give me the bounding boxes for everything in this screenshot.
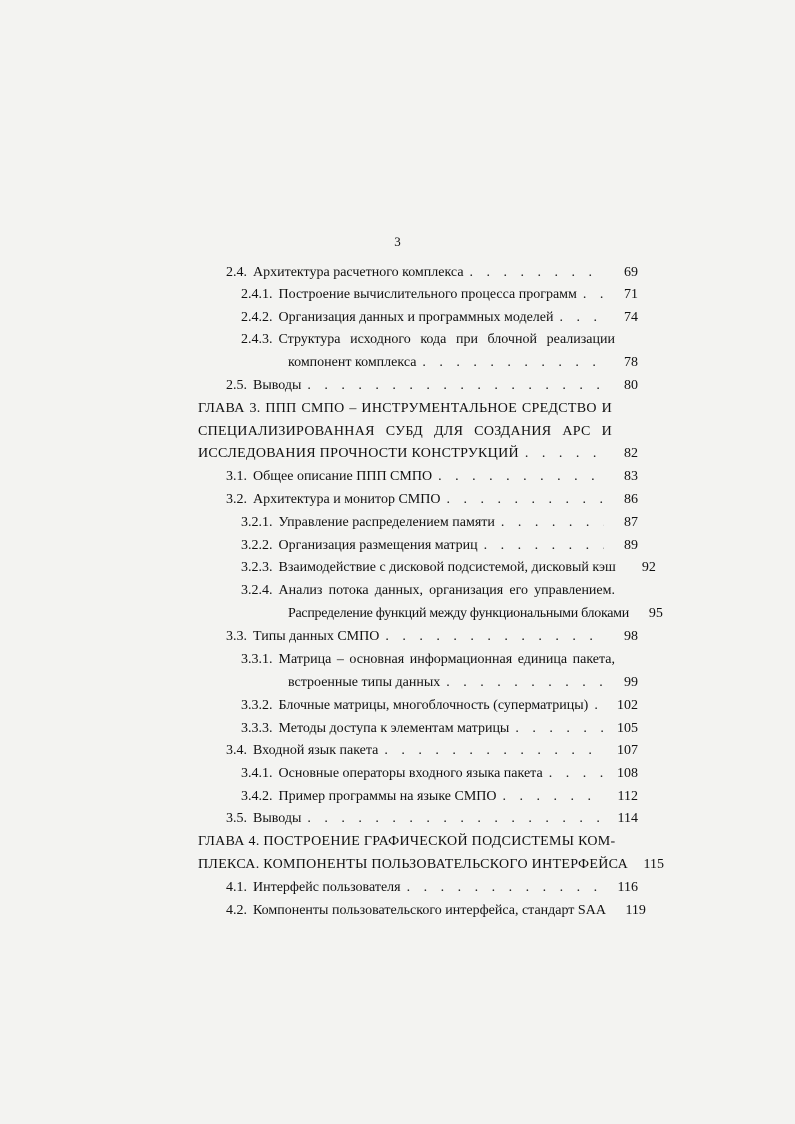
toc-entry-number: 2.4.3.	[241, 332, 273, 347]
toc-entry-page: 78	[624, 355, 638, 370]
toc-entry-number: 3.5.	[226, 811, 247, 826]
toc-entry-number: 4.2.	[226, 903, 247, 918]
toc-entry-page: 86	[624, 492, 638, 507]
toc-entry	[241, 763, 638, 785]
toc-entry-number: 2.4.2.	[241, 310, 273, 325]
toc-leader-dots	[422, 352, 604, 374]
toc-entry-number: 3.2.4.	[241, 583, 273, 598]
toc-entry-title: Организация размещения матриц	[278, 538, 478, 553]
toc-leader-dots	[549, 763, 604, 785]
toc-entry-page: 80	[624, 378, 638, 393]
toc-leader-dots	[594, 695, 604, 717]
toc-entry	[226, 808, 638, 830]
toc-entry-title: Архитектура и монитор СМПО	[253, 492, 441, 507]
toc-entry-page: 89	[624, 538, 638, 553]
toc-entry-page: 116	[617, 880, 638, 895]
toc-leader-dots	[307, 375, 604, 397]
toc-entry-continuation	[288, 603, 663, 625]
toc-entry-continuation	[288, 672, 638, 694]
chapter-heading-line: СПЕЦИАЛИЗИРОВАННАЯ СУБД ДЛЯ СОЗДАНИЯ АРС И	[198, 424, 612, 439]
toc-entry-number: 2.5.	[226, 378, 247, 393]
toc-entry-page: 115	[643, 857, 665, 872]
toc-entry-title: Архитектура расчетного комплекса	[253, 265, 464, 280]
toc-entry	[226, 740, 638, 762]
toc-entry-page: 98	[624, 629, 638, 644]
toc-entry-page: 69	[624, 265, 638, 280]
toc-entry-title-continued: Распределение функций между функциональными блоками	[288, 606, 629, 621]
toc-chapter-entry	[198, 854, 665, 876]
toc-entry-number: 2.4.	[226, 265, 247, 280]
toc-entry-page: 87	[624, 515, 638, 530]
toc-entry	[226, 489, 638, 511]
toc-entry-title: Блочные матрицы, многоблочность (суперматрицы)	[278, 698, 589, 713]
toc-entry-page: 119	[625, 903, 646, 918]
toc-entry-number: 3.3.3.	[241, 721, 273, 736]
toc-entry-page: 95	[648, 606, 663, 621]
toc-entry	[241, 580, 615, 602]
chapter-heading-line: ИССЛЕДОВАНИЯ ПРОЧНОСТИ КОНСТРУКЦИЙ	[198, 446, 519, 461]
toc-leader-dots	[525, 443, 604, 465]
toc-entry-continuation	[288, 352, 638, 374]
toc-entry-title: Анализ потока данных, организация его управлением.	[278, 583, 615, 598]
toc-entry-title: Основные операторы входного языка пакета	[278, 766, 543, 781]
toc-entry	[241, 718, 638, 740]
toc-leader-dots	[484, 535, 604, 557]
toc-entry	[226, 466, 638, 488]
toc-entry	[226, 900, 646, 922]
toc-entry-title: Компоненты пользовательского интерфейса, стандарт SAA	[253, 903, 606, 918]
toc-entry-page: 82	[624, 446, 638, 461]
toc-entry-title: Матрица – основная информационная единица пакета,	[278, 652, 615, 667]
toc-entry-title: Организация данных и программных моделей	[278, 310, 554, 325]
page-number: 3	[394, 234, 401, 249]
toc-entry-title: Структура исходного кода при блочной реализации	[278, 332, 615, 347]
toc-entry	[226, 375, 638, 397]
toc-leader-dots	[515, 718, 604, 740]
toc-leader-dots	[560, 307, 605, 329]
toc-entry-page: 108	[617, 766, 638, 781]
toc-leader-dots	[307, 808, 604, 830]
toc-entry	[241, 512, 638, 534]
toc-leader-dots	[503, 786, 604, 808]
toc-entry-number: 3.3.	[226, 629, 247, 644]
toc-entry-number: 3.2.1.	[241, 515, 273, 530]
toc-entry-page: 92	[641, 560, 656, 575]
toc-entry-page: 112	[617, 789, 638, 804]
toc-entry-page: 102	[617, 698, 638, 713]
toc-entry	[241, 329, 615, 351]
toc-entry-number: 3.2.	[226, 492, 247, 507]
chapter-heading-line: ПЛЕКСА. КОМПОНЕНТЫ ПОЛЬЗОВАТЕЛЬСКОГО ИНТЕРФЕЙСА	[198, 857, 629, 872]
toc-entry-page: 99	[624, 675, 638, 690]
toc-entry-title: Общее описание ППП СМПО	[253, 469, 433, 484]
toc-leader-dots	[446, 489, 604, 511]
toc-chapter-entry	[198, 443, 638, 465]
toc-entry-title: Интерфейс пользователя	[253, 880, 401, 895]
toc-entry-number: 3.3.1.	[241, 652, 273, 667]
toc-entry-title: Выводы	[253, 378, 302, 393]
toc-entry	[241, 307, 638, 329]
toc-entry	[241, 695, 638, 717]
toc-leader-dots	[438, 466, 604, 488]
chapter-heading-line: ГЛАВА 3. ППП СМПО – ИНСТРУМЕНТАЛЬНОЕ СРЕДСТВО И	[198, 401, 612, 416]
toc-leader-dots	[446, 672, 604, 694]
toc-entry-number: 3.4.2.	[241, 789, 273, 804]
toc-entry-title: Управление распределением памяти	[278, 515, 495, 530]
toc-entry	[226, 262, 638, 284]
toc-entry	[241, 535, 638, 557]
toc-entry	[241, 284, 638, 306]
toc-entry-page: 114	[617, 811, 638, 826]
toc-entry-page: 105	[617, 721, 638, 736]
toc-entry-title: Пример программы на языке СМПО	[278, 789, 497, 804]
toc-entry-number: 3.3.2.	[241, 698, 273, 713]
toc-leader-dots	[385, 626, 604, 648]
toc-entry-number: 3.1.	[226, 469, 247, 484]
toc-entry-page: 83	[624, 469, 638, 484]
toc-entry-number: 3.4.1.	[241, 766, 273, 781]
chapter-heading-line: ГЛАВА 4. ПОСТРОЕНИЕ ГРАФИЧЕСКОЙ ПОДСИСТЕМЫ КОМ-	[198, 834, 616, 849]
toc-entry-title-continued: компонент комплекса	[288, 355, 417, 370]
toc-leader-dots	[470, 262, 604, 284]
toc-entry	[226, 877, 638, 899]
toc-entry-title: Типы данных СМПО	[253, 629, 380, 644]
toc-entry	[226, 626, 638, 648]
toc-entry-page: 107	[617, 743, 638, 758]
toc-entry-title: Входной язык пакета	[253, 743, 379, 758]
toc-entry-title: Взаимодействие с дисковой подсистемой, дисковый кэш	[278, 560, 616, 575]
toc-entry-title-continued: встроенные типы данных	[288, 675, 441, 690]
toc-entry-number: 2.4.1.	[241, 287, 273, 302]
toc-leader-dots	[384, 740, 604, 762]
toc-entry-number: 3.2.3.	[241, 560, 273, 575]
toc-leader-dots	[583, 284, 604, 306]
toc-entry-title: Методы доступа к элементам матрицы	[278, 721, 510, 736]
toc-entry	[241, 557, 656, 579]
toc-leader-dots	[407, 877, 604, 899]
toc-leader-dots	[501, 512, 604, 534]
toc-entry-page: 74	[624, 310, 638, 325]
toc-entry-number: 3.2.2.	[241, 538, 273, 553]
toc-entry-title: Выводы	[253, 811, 302, 826]
toc-entry-number: 4.1.	[226, 880, 247, 895]
toc-entry	[241, 786, 638, 808]
toc-entry-title: Построение вычислительного процесса программ	[278, 287, 577, 302]
toc-entry-number: 3.4.	[226, 743, 247, 758]
toc-entry-page: 71	[624, 287, 638, 302]
toc-entry	[241, 649, 615, 671]
